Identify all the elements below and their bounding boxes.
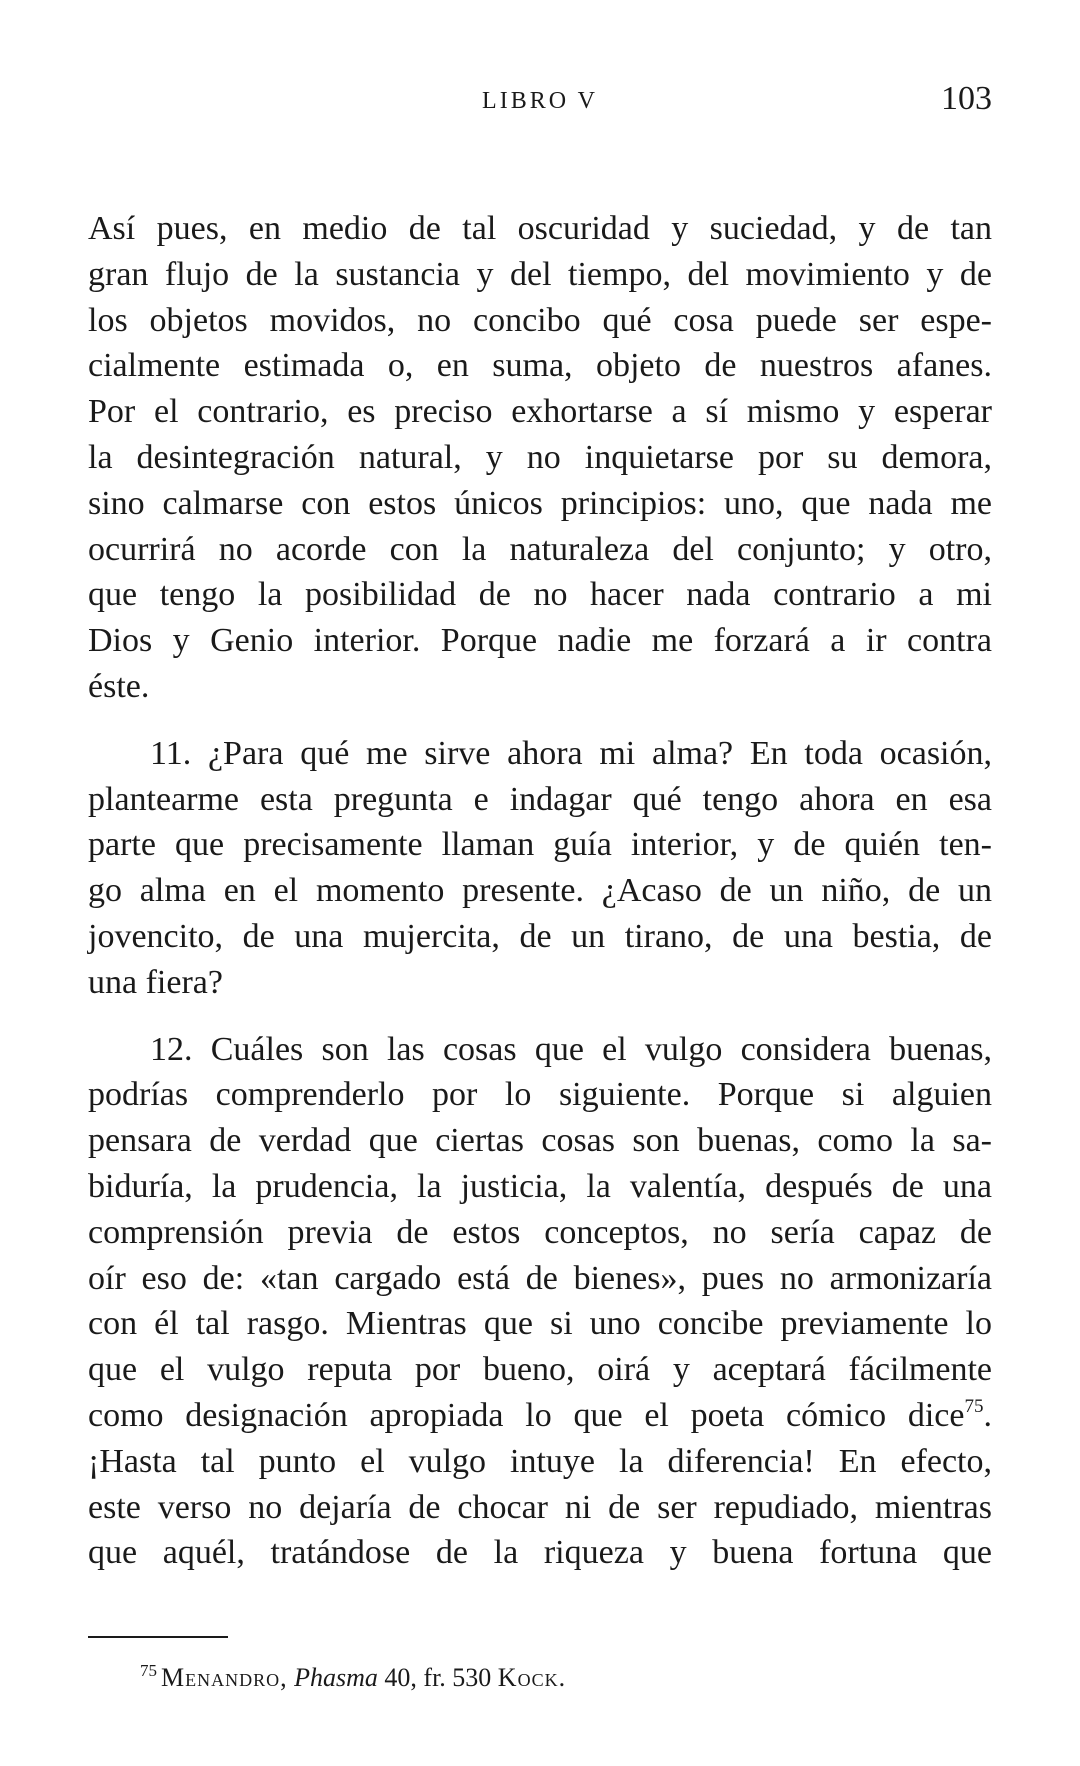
text-line: podrías comprenderlo por lo siguiente. Porque si alguien xyxy=(88,1076,992,1114)
text-line: pensara de verdad que ciertas cosas son buenas, como la sa- xyxy=(88,1122,992,1160)
text-line: 11. ¿Para qué me sirve ahora mi alma? En toda ocasión, xyxy=(150,734,992,772)
text-line: la desintegración natural, y no inquietarse por su demora, xyxy=(88,438,992,476)
text-line: cialmente estimada o, en suma, objeto de nuestros afanes. xyxy=(88,347,992,385)
paragraph-10 xyxy=(88,206,992,710)
footnote xyxy=(140,1663,566,1693)
text-segment: como designación apropiada lo que el poeta cómico dice xyxy=(88,1396,965,1434)
text-line: Por el contrario, es preciso exhortarse a sí mismo y esperar xyxy=(88,393,992,431)
text-line: que aquél, tratándose de la riqueza y buena fortuna que xyxy=(88,1534,992,1572)
text-line: que tengo la posibilidad de no hacer nada contrario a mi xyxy=(88,576,992,614)
text-line: biduría, la prudencia, la justicia, la valentía, después de una xyxy=(88,1167,992,1205)
text-segment: . xyxy=(983,1396,992,1434)
footnote-reference-text: 40, fr. 530 xyxy=(384,1663,492,1692)
footnote-work: Phasma xyxy=(294,1663,378,1692)
running-title: LIBRO V xyxy=(482,88,598,114)
text-line: comprensión previa de estos conceptos, no sería capaz de xyxy=(88,1213,992,1251)
running-head xyxy=(88,80,992,120)
text-line: parte que precisamente llaman guía interior, y de quién ten- xyxy=(88,826,992,864)
body-text xyxy=(88,206,992,1576)
text-line: este verso no dejaría de chocar ni de ser repudiado, mientras xyxy=(88,1488,992,1526)
text-line: oír eso de: «tan cargado está de bienes», pues no armonizaría xyxy=(88,1259,992,1297)
text-line: una fiera? xyxy=(88,963,223,1001)
text-line: ¡Hasta tal punto el vulgo intuye la diferencia! En efecto, xyxy=(88,1442,992,1480)
text-line: con él tal rasgo. Mientras que si uno concibe previamente lo xyxy=(88,1305,992,1343)
text-line: gran flujo de la sustancia y del tiempo, del movimiento y de xyxy=(88,255,992,293)
footnote-divider xyxy=(88,1636,228,1638)
paragraph-12 xyxy=(88,1027,992,1577)
text-line: Así pues, en medio de tal oscuridad y suciedad, y de tan xyxy=(88,210,992,247)
text-line: Dios y Genio interior. Porque nadie me forzará a ir contra xyxy=(88,622,992,660)
text-line: 12. Cuáles son las cosas que el vulgo considera buenas, xyxy=(150,1030,992,1068)
text-line: plantearme esta pregunta e indagar qué tengo ahora en esa xyxy=(88,780,992,818)
text-line: éste. xyxy=(88,667,150,705)
text-line: ocurrirá no acorde con la naturaleza del conjunto; y otro, xyxy=(88,530,992,568)
text-line: que el vulgo reputa por bueno, oirá y aceptará fácilmente xyxy=(88,1351,992,1389)
footnote-editor: Kock. xyxy=(497,1663,567,1692)
footnote-number: 75 xyxy=(140,1661,157,1680)
text-line: go alma en el momento presente. ¿Acaso de un niño, de un xyxy=(88,872,992,910)
text-line: los objetos movidos, no concibo qué cosa puede ser espe- xyxy=(88,301,992,339)
paragraph-11 xyxy=(88,731,992,1006)
footnote-reference[interactable]: 75 xyxy=(964,1395,984,1417)
footnote-author: Menandro, xyxy=(161,1663,288,1692)
text-line: jovencito, de una mujercita, de un tirano, de una bestia, de xyxy=(88,917,992,955)
text-line-with-note xyxy=(88,1393,992,1439)
text-line: sino calmarse con estos únicos principios: uno, que nada me xyxy=(88,484,992,522)
page-number: 103 xyxy=(941,80,992,117)
